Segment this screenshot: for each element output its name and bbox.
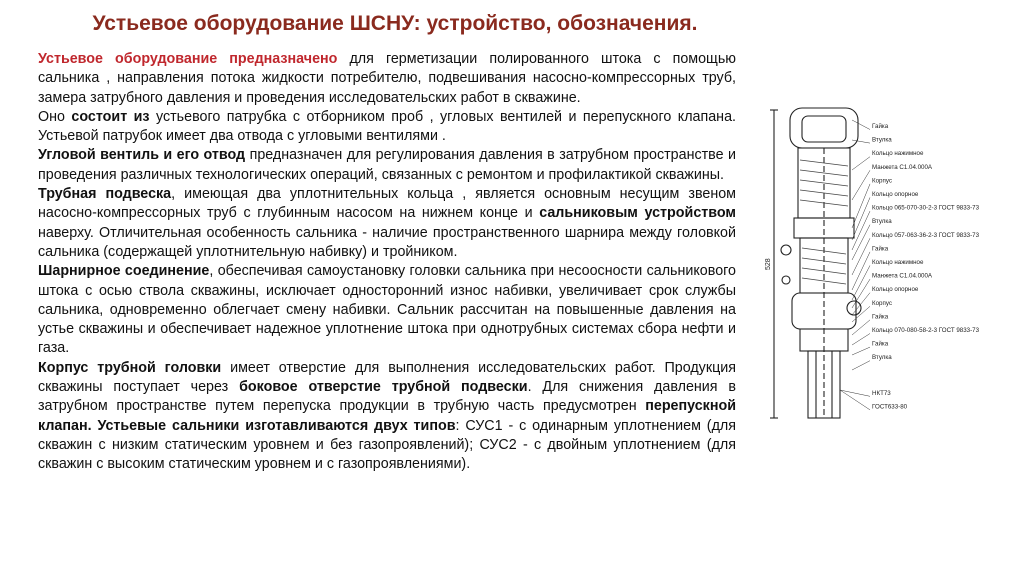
paragraph [38,146,736,185]
part-label: Гайка [872,123,889,130]
bold-text: сальниковым устройством [539,205,736,222]
leader-line [852,334,870,346]
paragraph [38,185,736,262]
text-segment: , имеющая два уплотнительных кольца , является основным несущим звеном насосно-компрессорных труб с глубинным насосом на нижнем конце и [38,186,737,222]
part-label: Гайка [872,313,889,321]
paragraph [38,359,736,475]
text-segment: имеет отверстие для выполнения исследовательских работ. Продукция скважины поступает через [38,359,736,396]
leader-line [852,120,870,130]
part-label: Кольцо опорное [872,286,919,294]
text-segment: устьевого патрубка с отборником проб , угловых вентилей и перепускного клапана. Устьевой патрубок имеет два отвода с угловыми вентилями . [38,108,736,145]
text-segment: предназначен для регулирования давления в затрубном пространстве и проведения различных технологических операций, связанных с ремонтом и профилактикой скважины. [38,147,736,183]
text-segment: для герметизации полированного штока с помощью сальника , направления потока жидкости потребителю, подвешивания насосно-компрессорных труб, замера затрубного давления и проведения исследовательских работ в скважине. [38,51,736,106]
text-segment: : СУС1 - с одинарным уплотнением (для скважин с низким статическим уровнем и без газопроявлений); СУС2 - с двойным уплотнением (для скважин с высоким статическим уровнем и с газопроявлениями). [38,417,736,473]
bold-text: Шарнирное соединение [38,263,210,280]
bold-text: Корпус трубной головки [38,359,222,376]
text-segment: Оно [38,108,72,125]
part-label: Гайка [872,245,889,253]
text-segment: наверху. Отличительная особенность сальника - наличие пространственного шарнира между головкой сальника (содержащей уплотнительную набивку) и тройником. [38,224,736,260]
leader-line [852,198,870,241]
part-label: Втулка [872,136,892,144]
part-label: Кольцо опорное [872,191,919,198]
leader-line [852,140,870,143]
part-label: НКТ73 [872,389,891,397]
part-label: Кольцо 065-070-30-2-3 ГОСТ 9833-73 [872,204,980,212]
wellhead-drawing [760,100,980,430]
text-segment: , обеспечивая самоустановку головки сальника при несоосности сальникового штока с осью ствола скважины, исключает односторонний износ набивки, увеличивает срок службы сальника, одновременно облегчает смену набивки. Сальник рассчитан на повышенные давления на устье скважины и обеспечивает надежное уплотнение штока при однотрубных системах сбора нефти и газа. [38,263,736,357]
part-label: Втулка [872,218,892,226]
bold-text: Трубная подвеска [38,186,172,203]
slide-title: Устьевое оборудование ШСНУ: устройство, обозначения. [92,12,698,35]
part-label: Кольцо 057-063-36-2-3 ГОСТ 9833-73 [872,231,980,239]
dimension-label: 528 [765,258,772,270]
text-segment: . Для снижения давления в затрубном пространстве путем перепуска продукции в трубную часть предусмотрен [38,379,736,415]
leader-line [852,184,870,228]
leader-line [852,320,870,335]
leader-line [852,170,870,200]
highlight-text: Устьевое оборудование предназначено [38,51,338,67]
part-label: Кольцо нажимное [872,259,924,266]
paragraph [38,50,736,108]
leader-line [852,157,870,170]
leader-line [852,361,870,370]
part-label: Втулка [872,354,892,362]
part-label: Гайка [872,340,889,348]
part-label: Корпус [872,299,892,307]
paragraph [38,262,736,358]
part-label: Кольцо нажимное [872,150,924,158]
body-text [38,50,736,475]
part-label: Манжета С1.04.000А [872,272,933,280]
bold-text: состоит из [71,108,150,125]
part-label: Кольцо 070-080-58-2-3 ГОСТ 9833-73 [872,327,980,334]
bold-text: перепускной клапан. Устьевые сальники изготавливаются двух типов [38,398,736,434]
leader-line [852,347,870,355]
part-label: Манжета С1.04.000А [872,163,933,171]
bold-text: Угловой вентиль и его отвод [38,147,246,164]
part-label: ГОСТ633-80 [872,403,908,411]
paragraph [38,108,736,147]
bold-text: боковое отверстие трубной подвески [239,379,528,396]
part-label: Корпус [872,177,892,185]
